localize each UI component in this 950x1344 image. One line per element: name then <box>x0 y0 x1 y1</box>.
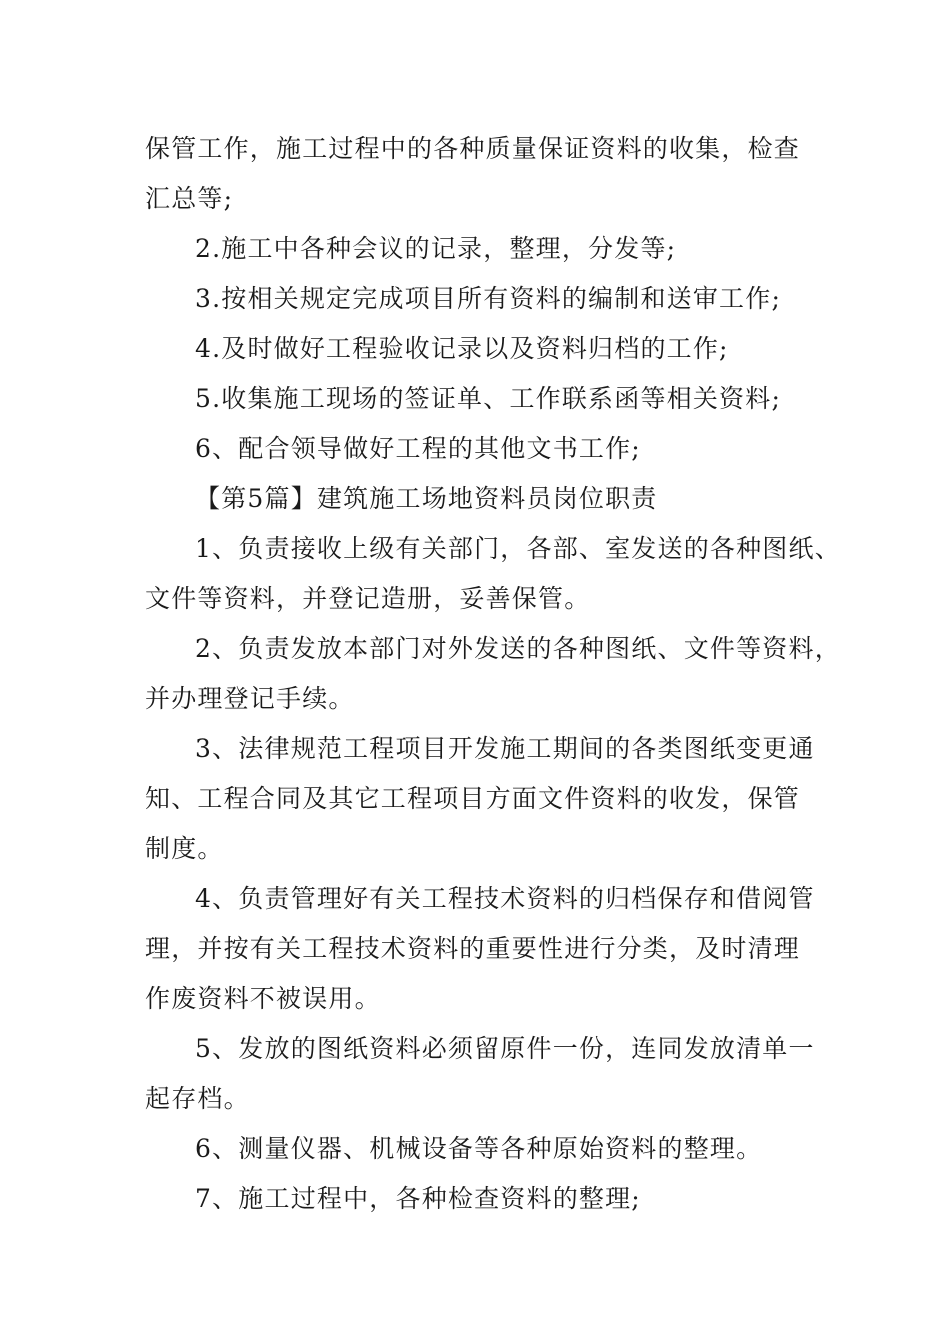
text-line: 制度。 <box>145 834 224 863</box>
text-line: 5、发放的图纸资料必须留原件一份，连同发放清单一 <box>195 1034 815 1063</box>
text-line: 作废资料不被误用。 <box>145 984 381 1013</box>
section-heading: 【第5篇】建筑施工场地资料员岗位职责 <box>195 484 658 513</box>
text-line: 汇总等; <box>145 184 234 213</box>
text-line: 1、负责接收上级有关部门，各部、室发送的各种图纸、 <box>195 534 841 563</box>
text-line: 并办理登记手续。 <box>145 684 355 713</box>
text-line: 2、负责发放本部门对外发送的各种图纸、文件等资料， <box>195 634 841 663</box>
text-line: 3.按相关规定完成项目所有资料的编制和送审工作; <box>195 284 782 313</box>
text-line: 2.施工中各种会议的记录，整理，分发等; <box>195 234 677 263</box>
text-line: 文件等资料，并登记造册，妥善保管。 <box>145 584 591 613</box>
text-line: 理，并按有关工程技术资料的重要性进行分类，及时清理 <box>145 934 801 963</box>
text-line: 4、负责管理好有关工程技术资料的归档保存和借阅管 <box>195 884 815 913</box>
text-line: 知、工程合同及其它工程项目方面文件资料的收发，保管 <box>145 784 801 813</box>
text-line: 5.收集施工现场的签证单、工作联系函等相关资料; <box>195 384 782 413</box>
text-line: 6、测量仪器、机械设备等各种原始资料的整理。 <box>195 1134 763 1163</box>
text-line: 4.及时做好工程验收记录以及资料归档的工作; <box>195 334 729 363</box>
text-line: 7、施工过程中，各种检查资料的整理; <box>195 1184 641 1213</box>
text-line: 3、法律规范工程项目开发施工期间的各类图纸变更通 <box>195 734 815 763</box>
text-line: 6、配合领导做好工程的其他文书工作; <box>195 434 641 463</box>
text-line: 保管工作，施工过程中的各种质量保证资料的收集，检查 <box>145 134 801 163</box>
text-line: 起存档。 <box>145 1084 250 1113</box>
